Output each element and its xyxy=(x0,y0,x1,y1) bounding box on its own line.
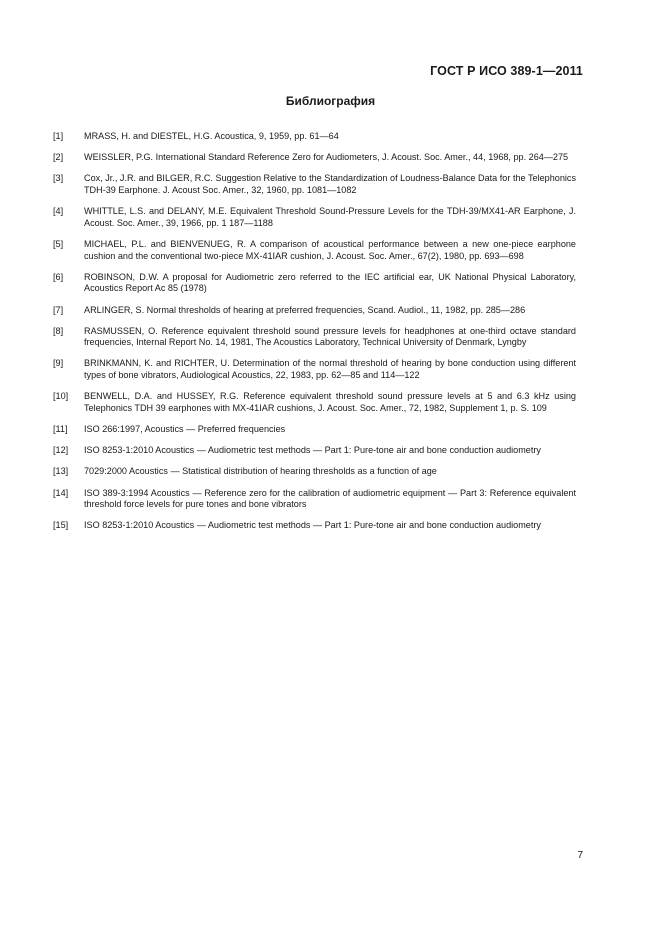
reference-number: [6] xyxy=(53,271,64,282)
reference-text: ARLINGER, S. Normal thresholds of hearing at preferred frequencies, Scand. Audiol., 11, 1982, pp. 285—286 xyxy=(84,304,526,315)
reference-text: ROBINSON, D.W. A proposal for Audiometric zero referred to the IEC artificial ear, UK National Physical Laboratory, Acoustics Report Ac 85 (1978) xyxy=(84,271,576,294)
reference-text: 7029:2000 Acoustics — Statistical distribution of hearing thresholds as a function of age xyxy=(84,466,437,477)
reference-number: [1] xyxy=(53,131,64,141)
reference-number: [12] xyxy=(53,445,69,456)
reference-item xyxy=(53,272,576,295)
reference-text: MICHAEL, P.L. and BIENVENUEG, R. A comparison of acoustical performance between a new one-piece earphone cushion and the conventional two-piece MX-41IAR cushion, J. Acoust. Soc. Amer., 67(2), 1980, pp. 693—698 xyxy=(84,238,576,261)
reference-item xyxy=(53,326,576,349)
reference-item xyxy=(53,520,576,532)
reference-number: [9] xyxy=(53,358,64,369)
reference-text: ISO 389-3:1994 Acoustics — Reference zero for the calibration of audiometric equipment — Part 3: Reference equivalent threshold force levels for pure tones and bone vibrators xyxy=(84,487,576,510)
reference-item xyxy=(53,358,576,381)
reference-number: [2] xyxy=(53,152,64,163)
reference-number: [11] xyxy=(53,424,68,435)
reference-item xyxy=(53,445,576,457)
reference-number: [13] xyxy=(53,466,69,477)
reference-text: BENWELL, D.A. and HUSSEY, R.G. Reference equivalent threshold sound pressure levels at 5 and 6.3 kHz using Telephonics TDH 39 earphones with MX-41IAR cushions, J. Acoust. Soc. Amer., 72, 1982, Supplement 1, p. S. 109 xyxy=(84,391,576,413)
reference-text: ISO 8253-1:2010 Acoustics — Audiometric test methods — Part 1: Pure-tone air and bone conduction audiometry xyxy=(84,445,541,456)
reference-item xyxy=(53,173,576,196)
reference-number: [4] xyxy=(53,206,64,217)
document-code: ГОСТ Р ИСО 389-1—2011 xyxy=(430,64,583,78)
reference-number: [14] xyxy=(53,487,69,498)
reference-item xyxy=(53,424,576,436)
reference-item xyxy=(53,206,576,229)
reference-item xyxy=(53,466,576,478)
reference-number: [10] xyxy=(53,391,69,402)
page-number: 7 xyxy=(577,850,583,861)
reference-text: WHITTLE, L.S. and DELANY, M.E. Equivalent Threshold Sound-Pressure Levels for the TDH-39/MX41-AR Earphone, J. Acoust. Soc. Amer., 39, 1966, pp. 1 187—1188 xyxy=(84,206,576,228)
reference-text: RASMUSSEN, O. Reference equivalent threshold sound pressure levels for headphones at one-third octave standard frequencies, Internal Report No. 14, 1981, The Acoustics Laboratory, Technical University of Denmark, Lyngby xyxy=(84,325,576,348)
reference-number: [3] xyxy=(53,173,64,184)
bibliography-title: Библиография xyxy=(285,94,376,108)
reference-item xyxy=(53,131,576,143)
reference-text: MRASS, H. and DIESTEL, H.G. Acoustica, 9, 1959, pp. 61—64 xyxy=(84,131,339,141)
reference-item xyxy=(53,152,576,164)
reference-list xyxy=(53,131,576,542)
reference-text: ISO 8253-1:2010 Acoustics — Audiometric test methods — Part 1: Pure-tone air and bone conduction audiometry xyxy=(84,520,541,531)
reference-item xyxy=(53,239,576,262)
reference-item xyxy=(53,305,576,317)
reference-item xyxy=(53,391,576,414)
reference-text: ISO 266:1997, Acoustics — Preferred frequencies xyxy=(84,424,286,435)
reference-item xyxy=(53,488,576,511)
reference-number: [5] xyxy=(53,238,64,249)
reference-text: BRINKMANN, K. and RICHTER, U. Determination of the normal threshold of hearing by bone conduction using different types of bone vibrators, Audiological Acoustics, 22, 1983, pp. 62—85 and 114—122 xyxy=(84,358,576,381)
reference-number: [8] xyxy=(53,325,64,336)
reference-number: [7] xyxy=(53,304,64,315)
reference-number: [15] xyxy=(53,520,69,531)
reference-text: Cox, Jr., J.R. and BILGER, R.C. Suggestion Relative to the Standardization of Loudness-Balance Data for the Telephonics TDH-39 Earphone. J. Acoust Soc. Amer., 32, 1960, pp. 1081—1082 xyxy=(84,173,576,195)
reference-text: WEISSLER, P.G. International Standard Reference Zero for Audiometers, J. Acoust. Soc. Amer., 44, 1968, pp. 264—275 xyxy=(84,152,569,163)
